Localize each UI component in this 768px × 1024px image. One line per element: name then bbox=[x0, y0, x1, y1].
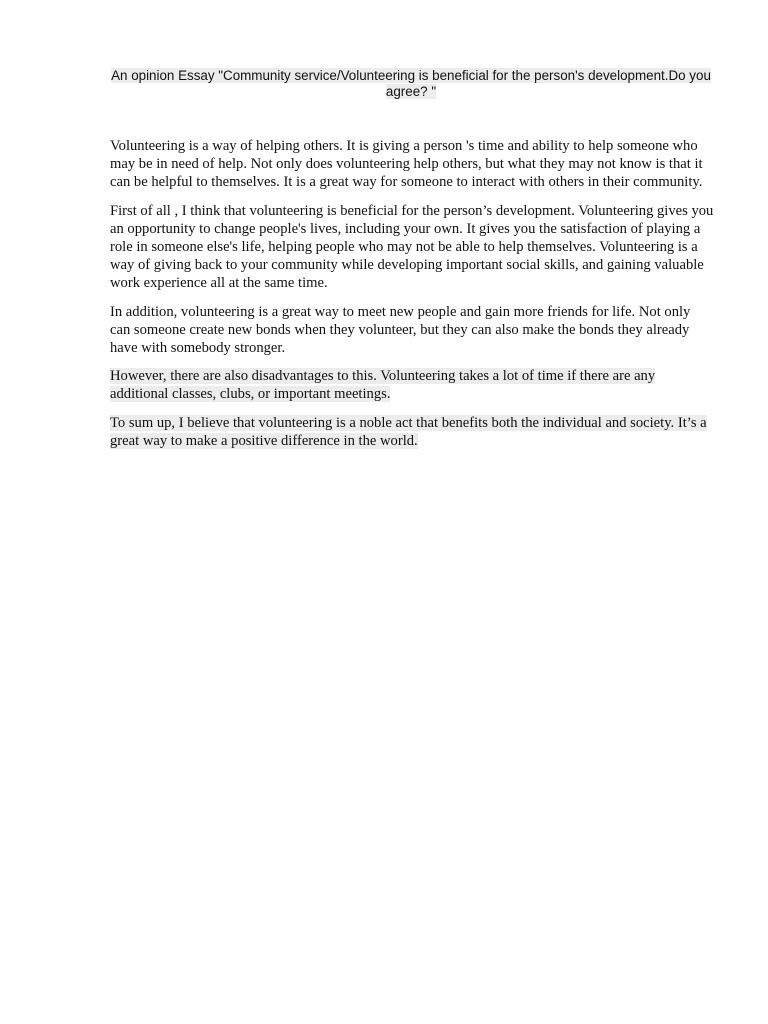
paragraph-first-argument: First of all , I think that volunteering is beneficial for the person’s development. Volunteering gives you an opportunity to change people's lives, including your own. It gives you the satisfaction of playing a role in someone else's life, helping people who may not be able to help themselves. Volunteering is a way of giving back to your community while developing important social skills, and gaining valuable work experience all at the same time. bbox=[110, 202, 714, 292]
paragraph-disadvantages-text: However, there are also disadvantages to this. Volunteering takes a lot of time if there are any additional classes, clubs, or important meetings. bbox=[110, 368, 656, 403]
paragraph-conclusion-text: To sum up, I believe that volunteering is a noble act that benefits both the individual and society. It’s a great way to make a positive difference in the world. bbox=[110, 414, 707, 449]
essay-title bbox=[110, 68, 712, 100]
essay-body bbox=[110, 137, 714, 460]
paragraph-disadvantages bbox=[110, 367, 714, 403]
paragraph-intro: Volunteering is a way of helping others. It is giving a person 's time and ability to help someone who may be in need of help. Not only does volunteering help others, but what they may not know is that it can be helpful to themselves. It is a great way for someone to interact with others in their community. bbox=[110, 138, 703, 191]
paragraph-second-argument: In addition, volunteering is a great way to meet new people and gain more friends for life. Not only can someone create new bonds when they volunteer, but they can also make the bonds they already have with somebody stronger. bbox=[110, 303, 691, 357]
essay-title-text: An opinion Essay "Community service/Volunteering is beneficial for the person's development.Do you agree? " bbox=[111, 68, 711, 99]
paragraph-conclusion bbox=[110, 414, 714, 450]
